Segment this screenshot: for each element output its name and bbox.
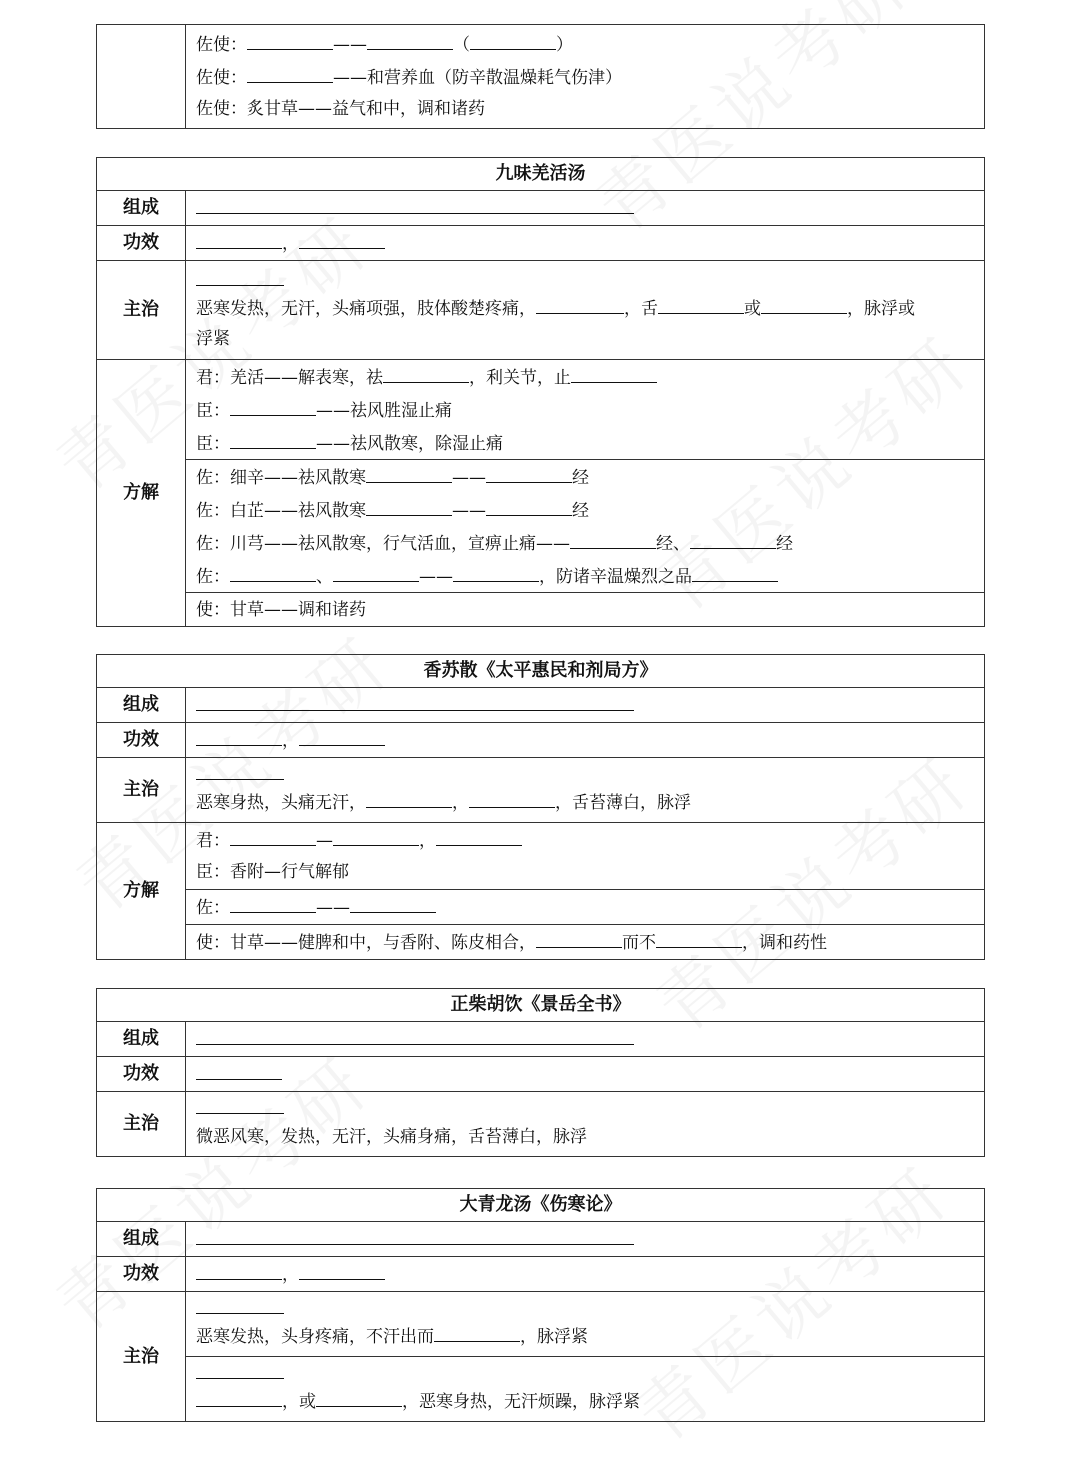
text: 恶寒发热，无汗，头痛项强，肢体酸楚疼痛， [196, 299, 536, 319]
blank-field[interactable] [570, 526, 656, 549]
blank-field[interactable] [230, 890, 316, 913]
text: ， [282, 731, 299, 751]
label-composition: 组成 [97, 1022, 186, 1057]
blank-field[interactable] [692, 559, 778, 582]
text: ， [282, 1265, 299, 1285]
text-line [196, 393, 974, 426]
blank-field[interactable] [196, 1057, 282, 1080]
text: 经、 [656, 534, 690, 554]
blank-field[interactable] [656, 925, 742, 948]
blank-field[interactable] [366, 493, 452, 516]
text: ，防诸辛温燥烈之品 [539, 567, 692, 587]
blank-field[interactable] [196, 1093, 284, 1114]
text: 恶寒发热，头身疼痛，不汗出而 [196, 1327, 434, 1347]
text: ，舌苔薄白，脉浮 [555, 793, 691, 813]
text-line [196, 1093, 974, 1119]
blank-field[interactable] [230, 393, 316, 416]
text: 佐： [196, 898, 230, 918]
text: 君： [196, 831, 230, 851]
text: 君：羌活——解表寒，祛 [196, 368, 383, 388]
text: 佐使： [196, 35, 247, 55]
text-line: 浮紧 [196, 329, 230, 349]
card-title: 九味羌活汤 [97, 158, 985, 191]
label-indication: 主治 [97, 261, 186, 360]
card-daqinglong-tang [96, 1188, 985, 1422]
text: ，利关节，止 [469, 368, 571, 388]
text: —— [333, 35, 367, 55]
label-explanation: 方解 [97, 360, 186, 627]
blank-field[interactable] [350, 890, 436, 913]
text: ，舌 [624, 299, 658, 319]
blank-field[interactable] [196, 226, 282, 249]
blank-field[interactable] [196, 265, 284, 286]
text-line [196, 1319, 974, 1355]
text: ， [282, 234, 299, 254]
text-line [196, 1358, 974, 1384]
empty-label-cell [97, 25, 186, 129]
label-effect: 功效 [97, 1057, 186, 1092]
blank-field[interactable] [333, 559, 419, 582]
blank-field[interactable] [196, 759, 284, 780]
blank-field[interactable] [299, 1257, 385, 1280]
card-continuation [96, 24, 985, 129]
text: 佐：川芎——祛风散寒，行气活血，宣痹止痛—— [196, 534, 570, 554]
blank-field[interactable] [230, 823, 316, 846]
label-explanation: 方解 [97, 823, 186, 960]
blank-field[interactable] [434, 1319, 520, 1342]
blank-field[interactable] [571, 360, 657, 383]
text-line [196, 1384, 974, 1420]
label-effect: 功效 [97, 723, 186, 758]
blank-field[interactable] [247, 27, 333, 50]
text: ，脉浮紧 [520, 1327, 588, 1347]
text: — [316, 831, 333, 851]
text: ，调和药性 [742, 933, 827, 953]
text-line [196, 559, 974, 592]
text: 佐：细辛——祛风散寒 [196, 468, 366, 488]
text-line [196, 60, 974, 93]
label-indication: 主治 [97, 1092, 186, 1157]
blank-field[interactable] [470, 27, 556, 50]
blank-field[interactable] [453, 559, 539, 582]
text: ——祛风胜湿止痛 [316, 401, 452, 421]
text: 佐：白芷——祛风散寒 [196, 501, 366, 521]
text-line [196, 759, 974, 785]
text: ，恶寒身热，无汗烦躁，脉浮紧 [402, 1392, 640, 1412]
text: 佐： [196, 567, 230, 587]
text-line: 佐使：炙甘草——益气和中，调和诸药 [196, 99, 485, 119]
text-line [196, 291, 974, 323]
text-line [196, 460, 974, 493]
blank-field[interactable] [333, 823, 419, 846]
card-jiuwei-qianghuo-tang [96, 157, 985, 627]
blank-field[interactable] [247, 60, 333, 83]
text: ， [419, 831, 436, 851]
blank-field[interactable] [658, 291, 744, 314]
text: ——和营养血（防辛散温燥耗气伤津） [333, 68, 622, 88]
text: —— [452, 501, 486, 521]
text: 或 [744, 299, 761, 319]
text-line [196, 1293, 974, 1319]
text-line [196, 785, 974, 821]
blank-field[interactable] [230, 426, 316, 449]
blank-field[interactable] [196, 688, 634, 711]
text: 使：甘草——健脾和中，与香附、陈皮相合， [196, 933, 536, 953]
label-effect: 功效 [97, 226, 186, 261]
blank-field[interactable] [196, 1257, 282, 1280]
card-title: 大青龙汤《伤寒论》 [97, 1189, 985, 1222]
text: ，脉浮或 [847, 299, 915, 319]
blank-field[interactable] [196, 1293, 284, 1314]
blank-field[interactable] [366, 460, 452, 483]
text: 经 [572, 468, 589, 488]
label-effect: 功效 [97, 1257, 186, 1292]
text: 臣： [196, 401, 230, 421]
blank-field[interactable] [367, 27, 453, 50]
label-indication: 主治 [97, 1292, 186, 1422]
blank-field[interactable] [536, 291, 624, 314]
text-line [196, 27, 974, 60]
blank-field[interactable] [761, 291, 847, 314]
text: （ [453, 35, 470, 55]
text-line: 臣：香附—行气解郁 [196, 862, 349, 882]
blank-field[interactable] [436, 823, 522, 846]
text-line [196, 526, 974, 559]
text-line [196, 426, 974, 459]
blank-field[interactable] [316, 1384, 402, 1407]
text: ——祛风散寒，除湿止痛 [316, 434, 503, 454]
text: 恶寒身热，头痛无汗， [196, 793, 366, 813]
text: 臣： [196, 434, 230, 454]
blank-field[interactable] [230, 559, 316, 582]
label-composition: 组成 [97, 688, 186, 723]
blank-field[interactable] [486, 493, 572, 516]
text-line [196, 823, 974, 856]
label-indication: 主治 [97, 758, 186, 823]
card-title: 香苏散《太平惠民和剂局方》 [97, 655, 985, 688]
text: —— [419, 567, 453, 587]
text-line [196, 360, 974, 393]
blank-field[interactable] [536, 925, 622, 948]
blank-field[interactable] [690, 526, 776, 549]
label-composition: 组成 [97, 191, 186, 226]
blank-field[interactable] [196, 1222, 634, 1245]
text: ，或 [282, 1392, 316, 1412]
text: ） [556, 35, 573, 55]
label-composition: 组成 [97, 1222, 186, 1257]
blank-field[interactable] [299, 723, 385, 746]
text: —— [452, 468, 486, 488]
blank-field[interactable] [196, 723, 282, 746]
text: 经 [572, 501, 589, 521]
text: 经 [776, 534, 793, 554]
text: ， [452, 793, 469, 813]
card-xiangsu-san [96, 654, 985, 960]
blank-field[interactable] [366, 785, 452, 808]
text: 而不 [622, 933, 656, 953]
blank-field[interactable] [196, 1358, 284, 1379]
blank-field[interactable] [196, 1022, 634, 1045]
blank-field[interactable] [469, 785, 555, 808]
text: 佐使： [196, 68, 247, 88]
text-line: 微恶风寒，发热，无汗，头痛身痛，舌苔薄白，脉浮 [196, 1127, 587, 1147]
text: —— [316, 898, 350, 918]
blank-field[interactable] [486, 460, 572, 483]
text-line [196, 493, 974, 526]
blank-field[interactable] [196, 1384, 282, 1407]
card-zhengchaihu-yin [96, 988, 985, 1157]
blank-field[interactable] [383, 360, 469, 383]
card-title: 正柴胡饮《景岳全书》 [97, 989, 985, 1022]
text-line [196, 265, 974, 291]
text: 使：甘草——调和诸药 [196, 599, 366, 620]
blank-field[interactable] [299, 226, 385, 249]
text: 、 [316, 567, 333, 587]
blank-field[interactable] [196, 191, 634, 214]
